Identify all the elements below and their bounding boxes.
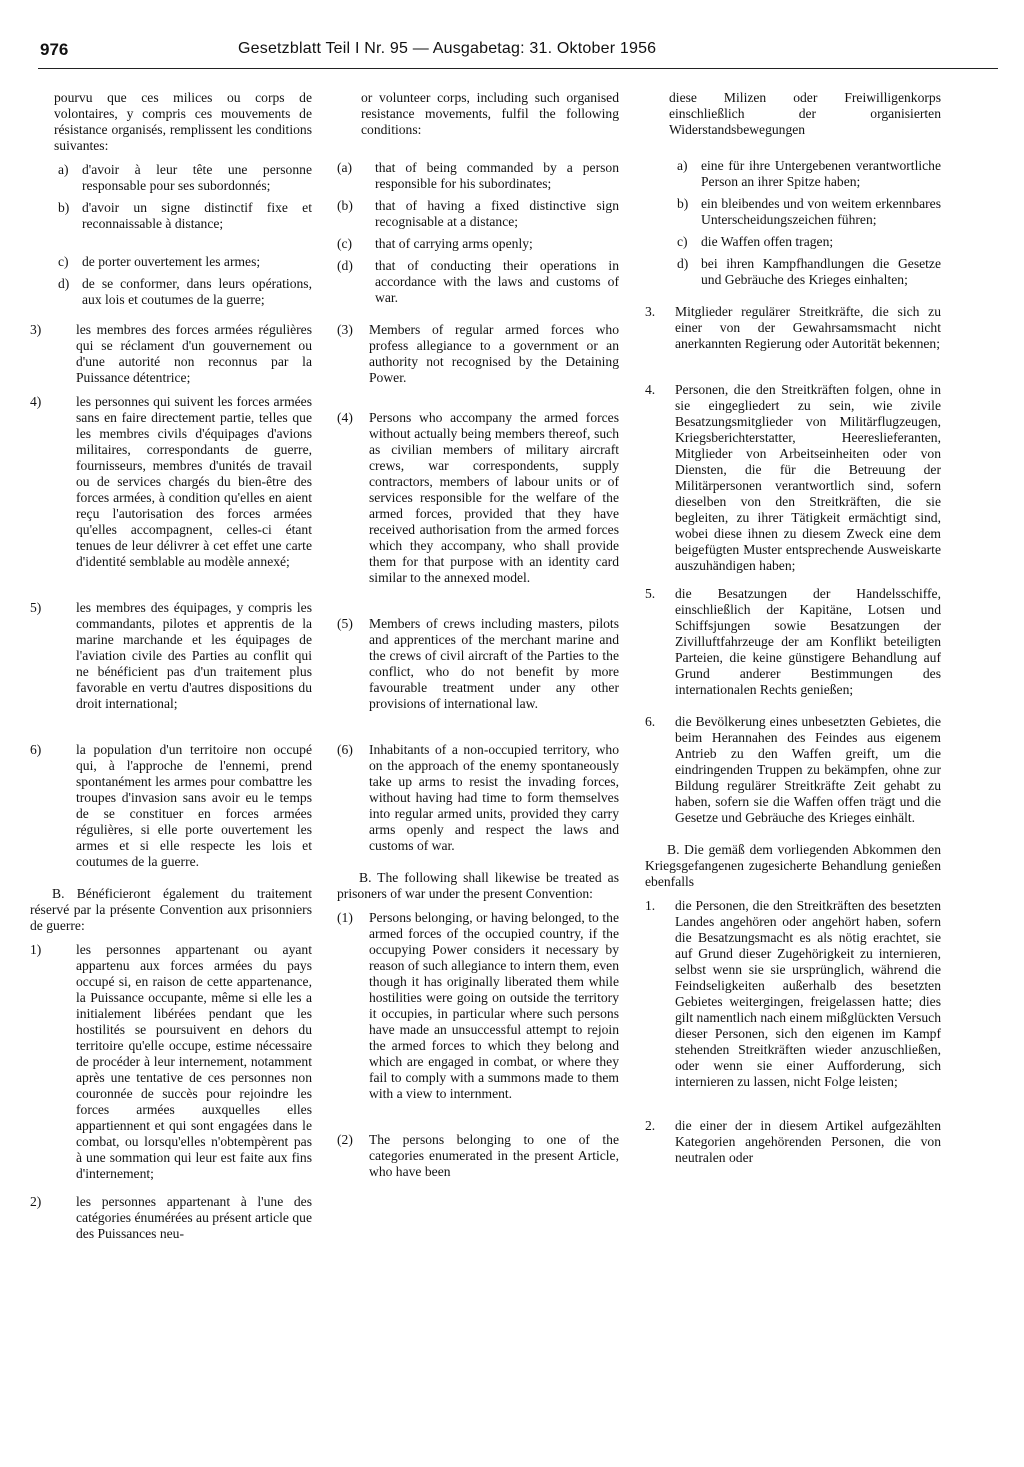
item-text: les personnes appartenant ou ayant appartenu aux forces armées du pays occupé si, en raison de cette appartenance, la Puissance occupante, même si elle les a initialement libérées pendant que les hostilités se poursuivent en dehors du territoire qu'elle occupe, estime nécessaire de procéder à leur internement, notamment après une tentative de ces personnes non couronnée de succès pour rejoindre les forces armées auxquelles elles appartiennent et qui sont engagées dans le combat, ou lorsqu'elles n'obtempèrent pas à une sommation qui leur est faite aux fins d'internement; — [76, 942, 312, 1181]
condition-label: c) — [677, 234, 688, 249]
item-text: die Personen, die den Streitkräften des besetzten Landes angehören oder angehört haben, sofern die Besatzungsmacht es als nötig erachtet, sie auf Grund dieser Zugehörigkeit zu internieren, selbst wenn sie sie ursprünglich, während die Feindseligkeiten außerhalb des besetzten Gebietes weitergingen, freigelassen hatte; dies gilt namentlich nach einem mißglückten Versuch dieser Personen, sich den eigenen im Kampf stehenden Streitkräften wieder anzuschließen, oder wenn sie einer Aufforderung, sich internieren zu lassen, nicht Folge leisten; — [675, 898, 941, 1089]
item-label: (4) — [337, 410, 353, 425]
condition-text: that of carrying arms openly; — [375, 236, 533, 251]
condition-text: die Waffen offen tragen; — [701, 234, 834, 249]
french-b-item-1 — [30, 942, 312, 1182]
english-item-4 — [337, 410, 619, 586]
condition-text: that of being commanded by a person responsible for his subordinates; — [375, 160, 619, 191]
item-label: 6) — [30, 742, 42, 757]
english-b-item-2 — [337, 1132, 619, 1180]
french-condition-a — [30, 162, 312, 194]
condition-label: a) — [58, 162, 69, 177]
german-condition-b — [645, 196, 941, 228]
condition-label: d) — [677, 256, 689, 271]
german-section-b-intro: B. Die gemäß dem vorliegenden Abkommen den Kriegsgefangenen zugesicherte Behandlung genießen ebenfalls — [645, 842, 941, 889]
item-label: 1. — [645, 898, 656, 913]
english-condition-c — [337, 236, 619, 252]
german-condition-c — [645, 234, 941, 250]
condition-text: d'avoir un signe distinctif fixe et reconnaissable à distance; — [82, 200, 312, 231]
item-label: 4. — [645, 382, 656, 397]
item-text: Persons belonging, or having belonged, to the armed forces of the occupied country, if the occupying Power considers it necessary by reason of such allegiance to intern them, even though it has originally liberated them while hostilities were going on outside the territory it occupies, in particular where such persons have made an unsuccessful attempt to rejoin the armed forces to which they belong and which are engaged in combat, or where they fail to comply with a summons made to them with a view to internment. — [369, 910, 619, 1101]
condition-text: de porter ouvertement les armes; — [82, 254, 261, 269]
condition-label: b) — [58, 200, 70, 215]
condition-text: d'avoir à leur tête une personne responsable pour ses subordonnés; — [82, 162, 312, 193]
french-b-item-2 — [30, 1194, 312, 1242]
french-item-3 — [30, 322, 312, 386]
french-section-b-intro: B. Bénéficieront également du traitement réservé par la présente Convention aux prisonniers de guerre: — [30, 886, 312, 933]
english-section-b-intro: B. The following shall likewise be treated as prisoners of war under the present Convention: — [337, 870, 619, 901]
item-label: (3) — [337, 322, 353, 337]
french-item-5 — [30, 600, 312, 712]
item-text: die Besatzungen der Handelsschiffe, einschließlich der Kapitäne, Lotsen und Schiffsjungen sowie Besatzungen der Zivilluftfahrzeuge der am Konflikt beteiligten Parteien, die keine günstigere Behandlung auf Grund anderer Bestimmungen des internationalen Rechts genießen; — [675, 586, 941, 697]
item-label: 4) — [30, 394, 42, 409]
english-intro: or volunteer corps, including such organised resistance movements, fulfil the following conditions: — [361, 90, 619, 137]
item-label: 3) — [30, 322, 42, 337]
french-condition-c — [30, 254, 312, 270]
german-item-6 — [645, 714, 941, 826]
page-number: 976 — [40, 40, 69, 59]
german-condition-a — [645, 158, 941, 190]
condition-label: c) — [58, 254, 69, 269]
page-header — [38, 38, 998, 69]
item-label: (5) — [337, 616, 353, 631]
item-text: les personnes qui suivent les forces armées sans en faire directement partie, telles que les membres civils d'équipages d'avions militaires, correspondants de guerre, fournisseurs, membres d'unités de travail ou de services chargés du bien-être des forces armées, à condition qu'elles en aient reçu l'autorisation des forces armées qu'elles accompagnent, celles-ci étant tenues de leur délivrer à cet effet une carte d'identité semblable au modèle annexé; — [76, 394, 312, 569]
item-label: (1) — [337, 910, 353, 925]
item-label: 5. — [645, 586, 656, 601]
condition-label: (a) — [337, 160, 353, 175]
column-french — [30, 90, 312, 1250]
french-condition-b — [30, 200, 312, 232]
french-item-6 — [30, 742, 312, 870]
item-text: la population d'un territoire non occupé qui, à l'approche de l'ennemi, prend spontanément les armes pour combattre les troupes d'invasion sans avoir eu le temps de se constituer en forces armées régulières, si elle porte ouvertement les armes et si elle respecte les lois et coutumes de la guerre. — [76, 742, 312, 869]
english-item-5 — [337, 616, 619, 712]
english-condition-b — [337, 198, 619, 230]
column-english — [337, 90, 619, 1188]
condition-text: eine für ihre Untergebenen verantwortliche Person an ihrer Spitze haben; — [701, 158, 941, 189]
condition-label: d) — [58, 276, 70, 291]
item-text: die Bevölkerung eines unbesetzten Gebietes, die beim Herannahen des Feindes aus eigenem Antrieb zu den Waffen greift, um die eindringenden Truppen zu bekämpfen, ohne zur Bildung regulärer Streitkräfte Zeit gehabt zu haben, sofern sie die Waffen offen trägt und die Gesetze und Gebräuche des Krieges einhält. — [675, 714, 941, 825]
item-text: Mitglieder regulärer Streitkräfte, die sich zu einer von der Gewahrsamsmacht nicht anerkannten Regierung oder Autorität bekennen; — [675, 304, 941, 351]
german-item-5 — [645, 586, 941, 698]
item-text: les personnes appartenant à l'une des catégories énumérées au présent article que des Puissances neu- — [76, 1194, 312, 1241]
condition-text: bei ihren Kampfhandlungen die Gesetze und Gebräuche des Krieges einhalten; — [701, 256, 941, 287]
condition-label: (c) — [337, 236, 353, 251]
english-item-6 — [337, 742, 619, 854]
german-b-item-1 — [645, 898, 941, 1090]
english-condition-a — [337, 160, 619, 192]
condition-label: (d) — [337, 258, 353, 273]
condition-text: that of having a fixed distinctive sign recognisable at a distance; — [375, 198, 619, 229]
condition-label: (b) — [337, 198, 353, 213]
english-condition-d — [337, 258, 619, 306]
item-text: Persons who accompany the armed forces without actually being members thereof, such as civilian members of military aircraft crews, war correspondents, supply contractors, members of labour units or of services responsible for the welfare of the armed forces, provided that they have received authorisation from the armed forces which they accompany, who shall provide them for that purpose with an identity card similar to the annexed model. — [369, 410, 619, 585]
item-label: (6) — [337, 742, 353, 757]
item-text: Inhabitants of a non-occupied territory, who on the approach of the enemy spontaneously take up arms to resist the invading forces, without having had time to form themselves into regular armed units, provided they carry arms openly and respect the laws and customs of war. — [369, 742, 619, 853]
german-item-4 — [645, 382, 941, 574]
french-intro: pourvu que ces milices ou corps de volontaires, y compris ces mouvements de résistance organisés, remplissent les conditions suivantes: — [54, 90, 312, 153]
condition-text: that of conducting their operations in accordance with the laws and customs of war. — [375, 258, 619, 305]
german-b-item-2 — [645, 1118, 941, 1166]
german-item-3 — [645, 304, 941, 352]
item-label: 5) — [30, 600, 42, 615]
item-text: The persons belonging to one of the categories enumerated in the present Article, who have been — [369, 1132, 619, 1179]
german-condition-d — [645, 256, 941, 288]
item-text: les membres des équipages, y compris les commandants, pilotes et apprentis de la marine marchande et les équipages de l'aviation civile des Parties au conflit qui ne bénéficient pas d'un traitement plus favorable en vertu d'autres dispositions du droit international; — [76, 600, 312, 711]
item-text: Members of regular armed forces who profess allegiance to a government or an authority not recognised by the Detaining Power. — [369, 322, 619, 385]
condition-text: de se conformer, dans leurs opérations, aux lois et coutumes de la guerre; — [82, 276, 312, 307]
french-item-4 — [30, 394, 312, 570]
german-intro: diese Milizen oder Freiwilligenkorps einschließlich der organisierten Widerstandsbewegungen — [669, 90, 941, 137]
item-label: 2) — [30, 1194, 42, 1209]
item-text: Personen, die den Streitkräften folgen, ohne in sie eingegliedert zu sein, wie zivile Besatzungsmitglieder von Militärflugzeugen, Kriegsberichterstatter, Heereslieferanten, Mitglieder von Arbeitseinheiten oder von Diensten, die für die Betreuung der Militärpersonen verantwortlich sind, sofern dieselben von den Streitkräften, die sie begleiten, zu ihrer Tätigkeit ermächtigt sind, wobei diese ihnen zu diesem Zweck eine dem beigefügten Muster entsprechende Ausweiskarte auszuhändigen haben; — [675, 382, 941, 573]
english-b-item-1 — [337, 910, 619, 1102]
column-german — [645, 90, 941, 1174]
english-item-3 — [337, 322, 619, 386]
condition-text: ein bleibendes und von weitem erkennbares Unterscheidungszeichen führen; — [701, 196, 941, 227]
header-title: Gesetzblatt Teil I Nr. 95 — Ausgabetag: 31. Oktober 1956 — [238, 40, 657, 57]
item-text: Members of crews including masters, pilots and apprentices of the merchant marine and the crews of civil aircraft of the Parties to the conflict, who do not benefit by more favourable treatment under any other provisions of international law. — [369, 616, 619, 711]
item-label: 2. — [645, 1118, 656, 1133]
item-text: les membres des forces armées régulières qui se réclament d'un gouvernement ou d'une autorité non reconnus par la Puissance détentrice; — [76, 322, 312, 385]
item-label: 3. — [645, 304, 656, 319]
condition-label: b) — [677, 196, 689, 211]
condition-label: a) — [677, 158, 688, 173]
item-text: die einer der in diesem Artikel aufgezählten Kategorien angehörenden Personen, die von neutralen oder — [675, 1118, 941, 1165]
french-condition-d — [30, 276, 312, 308]
item-label: 6. — [645, 714, 656, 729]
item-label: (2) — [337, 1132, 353, 1147]
item-label: 1) — [30, 942, 42, 957]
